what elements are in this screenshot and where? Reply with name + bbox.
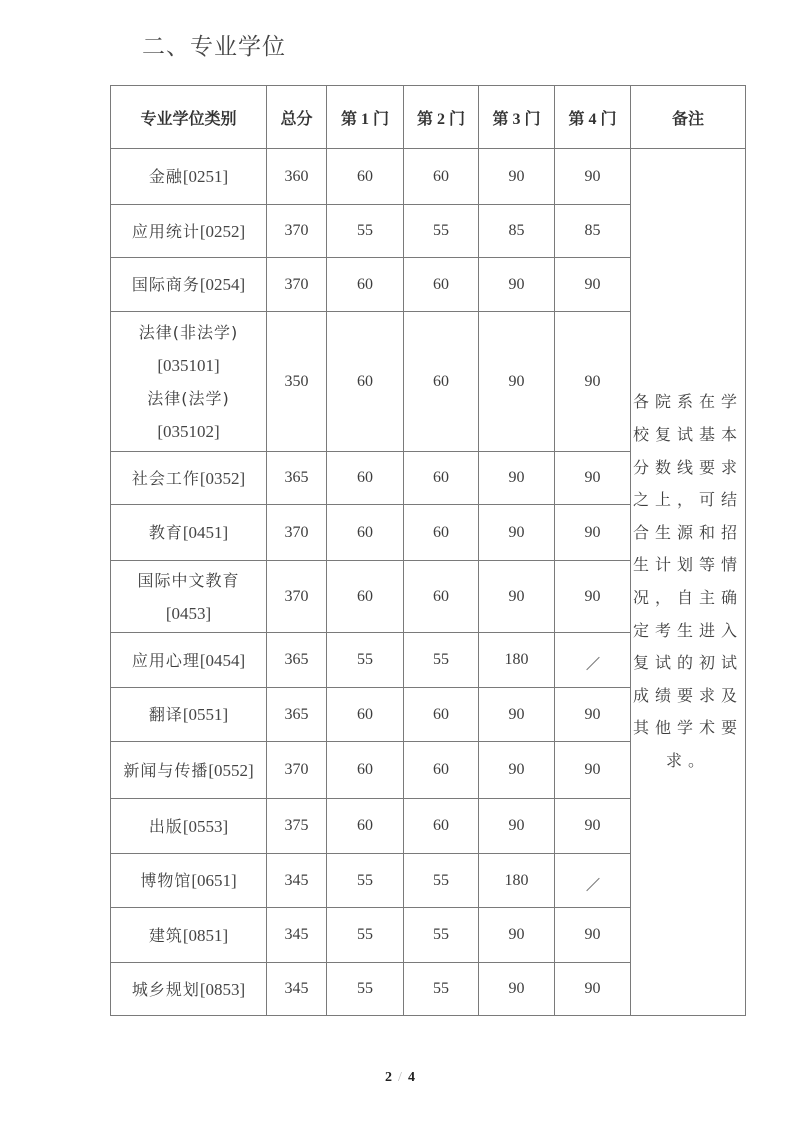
category-cell xyxy=(111,742,267,799)
category-name: 应用心理 xyxy=(131,650,200,670)
subject-1-cell: 60 xyxy=(327,799,404,854)
category-code: [035102] xyxy=(157,421,220,441)
subject-3-cell: 90 xyxy=(479,452,555,505)
category-cell xyxy=(111,312,267,452)
notes-cell: 各院系在学校复试基本分数线要求之上，可结合生源和招生计划等情况，自主确定考生进入复试的初试成绩要求及其他学术要求。 xyxy=(631,149,746,1016)
category-name: 翻译 xyxy=(148,705,183,724)
category-name: 出版 xyxy=(148,816,183,836)
subject-4-cell: 90 xyxy=(555,561,631,633)
subject-3-cell: 90 xyxy=(479,742,555,799)
category-code: [0352] xyxy=(199,468,246,488)
subject-4-cell: 90 xyxy=(555,742,631,799)
header-subject-3: 第 3 门 xyxy=(479,86,555,149)
page-number xyxy=(0,1070,800,1086)
category-name: 新闻与传播 xyxy=(123,760,209,780)
category-name: 城乡规划 xyxy=(131,979,200,999)
subject-4-cell xyxy=(555,854,631,908)
not-applicable-slash xyxy=(586,657,599,670)
subject-2-cell: 55 xyxy=(404,205,479,258)
header-subject-2: 第 2 门 xyxy=(404,86,479,149)
subject-1-cell: 60 xyxy=(327,312,404,452)
subject-1-cell: 55 xyxy=(327,205,404,258)
subject-1-cell: 60 xyxy=(327,505,404,561)
category-code: [0251] xyxy=(182,167,229,186)
section-title: 二、专业学位 xyxy=(142,34,286,60)
category-name: 社会工作 xyxy=(131,468,200,488)
subject-2-cell: 60 xyxy=(404,505,479,561)
subject-4-cell: 85 xyxy=(555,205,631,258)
subject-4-cell xyxy=(555,633,631,688)
subject-3-cell: 90 xyxy=(479,963,555,1016)
category-cell xyxy=(111,258,267,312)
subject-3-cell: 90 xyxy=(479,258,555,312)
header-notes: 备注 xyxy=(631,86,746,149)
total-cell: 370 xyxy=(267,258,327,312)
category-cell xyxy=(111,854,267,908)
subject-2-cell: 55 xyxy=(404,633,479,688)
total-cell: 370 xyxy=(267,205,327,258)
header-total: 总分 xyxy=(267,86,327,149)
subject-2-cell: 60 xyxy=(404,312,479,452)
category-code: [0454] xyxy=(199,650,246,670)
subject-4-cell: 90 xyxy=(555,963,631,1016)
category-cell xyxy=(111,688,267,742)
category-cell xyxy=(111,963,267,1016)
category-code: [0851] xyxy=(182,925,229,945)
category-code: [0553] xyxy=(182,816,229,836)
subject-1-cell: 60 xyxy=(327,561,404,633)
total-cell: 365 xyxy=(267,688,327,742)
category-line: 法律(法学) xyxy=(147,388,230,408)
total-cell: 370 xyxy=(267,742,327,799)
subject-3-cell: 90 xyxy=(479,688,555,742)
subject-4-cell: 90 xyxy=(555,688,631,742)
category-code: [0254] xyxy=(199,275,246,294)
category-code: [0451] xyxy=(182,523,229,542)
subject-3-cell: 85 xyxy=(479,205,555,258)
total-cell: 365 xyxy=(267,452,327,505)
subject-4-cell: 90 xyxy=(555,312,631,452)
subject-2-cell: 55 xyxy=(404,963,479,1016)
subject-3-cell: 90 xyxy=(479,149,555,205)
category-cell xyxy=(111,149,267,205)
subject-2-cell: 55 xyxy=(404,854,479,908)
page-current: 2 xyxy=(385,1070,393,1085)
total-cell: 370 xyxy=(267,505,327,561)
subject-2-cell: 60 xyxy=(404,149,479,205)
subject-1-cell: 60 xyxy=(327,452,404,505)
subject-1-cell: 55 xyxy=(327,633,404,688)
category-cell xyxy=(111,799,267,854)
subject-1-cell: 60 xyxy=(327,688,404,742)
total-cell: 360 xyxy=(267,149,327,205)
page-separator: / xyxy=(398,1070,402,1085)
subject-1-cell: 55 xyxy=(327,908,404,963)
subject-1-cell: 60 xyxy=(327,742,404,799)
header-subject-1: 第 1 门 xyxy=(327,86,404,149)
subject-3-cell: 90 xyxy=(479,505,555,561)
total-cell: 345 xyxy=(267,908,327,963)
subject-4-cell: 90 xyxy=(555,799,631,854)
subject-3-cell: 90 xyxy=(479,312,555,452)
subject-1-cell: 55 xyxy=(327,963,404,1016)
category-name: 建筑 xyxy=(148,925,183,945)
total-cell: 370 xyxy=(267,561,327,633)
subject-2-cell: 60 xyxy=(404,452,479,505)
category-name: 国际商务 xyxy=(131,275,200,294)
category-name: 应用统计 xyxy=(131,221,200,241)
category-cell xyxy=(111,205,267,258)
subject-1-cell: 60 xyxy=(327,258,404,312)
page-total: 4 xyxy=(407,1070,415,1085)
subject-4-cell: 90 xyxy=(555,908,631,963)
subject-2-cell: 60 xyxy=(404,742,479,799)
total-cell: 345 xyxy=(267,854,327,908)
subject-2-cell: 55 xyxy=(404,908,479,963)
category-cell xyxy=(111,505,267,561)
total-cell: 350 xyxy=(267,312,327,452)
category-cell xyxy=(111,561,267,633)
category-code: [0853] xyxy=(199,979,246,999)
category-cell xyxy=(111,908,267,963)
subject-2-cell: 60 xyxy=(404,561,479,633)
subject-4-cell: 90 xyxy=(555,452,631,505)
subject-3-cell: 90 xyxy=(479,561,555,633)
category-code: [0252] xyxy=(199,221,246,241)
subject-3-cell: 180 xyxy=(479,633,555,688)
category-code: [0551] xyxy=(182,705,229,724)
category-code: [0552] xyxy=(208,760,254,780)
not-applicable-slash xyxy=(586,877,599,890)
category-name: 博物馆 xyxy=(140,871,192,890)
score-table xyxy=(110,85,746,1016)
table-row xyxy=(111,149,746,205)
subject-4-cell: 90 xyxy=(555,149,631,205)
table-header-row xyxy=(111,86,746,149)
category-name: 金融 xyxy=(148,167,183,186)
total-cell: 375 xyxy=(267,799,327,854)
total-cell: 365 xyxy=(267,633,327,688)
subject-4-cell: 90 xyxy=(555,258,631,312)
subject-2-cell: 60 xyxy=(404,688,479,742)
header-subject-4: 第 4 门 xyxy=(555,86,631,149)
subject-1-cell: 55 xyxy=(327,854,404,908)
subject-1-cell: 60 xyxy=(327,149,404,205)
category-cell xyxy=(111,633,267,688)
category-code: [0453] xyxy=(165,603,212,623)
header-category: 专业学位类别 xyxy=(111,86,267,149)
category-cell xyxy=(111,452,267,505)
subject-2-cell: 60 xyxy=(404,799,479,854)
category-line: 法律(非法学) xyxy=(138,322,239,342)
subject-3-cell: 180 xyxy=(479,854,555,908)
subject-3-cell: 90 xyxy=(479,908,555,963)
subject-3-cell: 90 xyxy=(479,799,555,854)
total-cell: 345 xyxy=(267,963,327,1016)
category-name: 教育 xyxy=(148,523,183,542)
category-code: [035101] xyxy=(157,355,220,375)
category-line: 国际中文教育 xyxy=(137,570,240,590)
subject-4-cell: 90 xyxy=(555,505,631,561)
category-code: [0651] xyxy=(191,871,237,890)
subject-2-cell: 60 xyxy=(404,258,479,312)
